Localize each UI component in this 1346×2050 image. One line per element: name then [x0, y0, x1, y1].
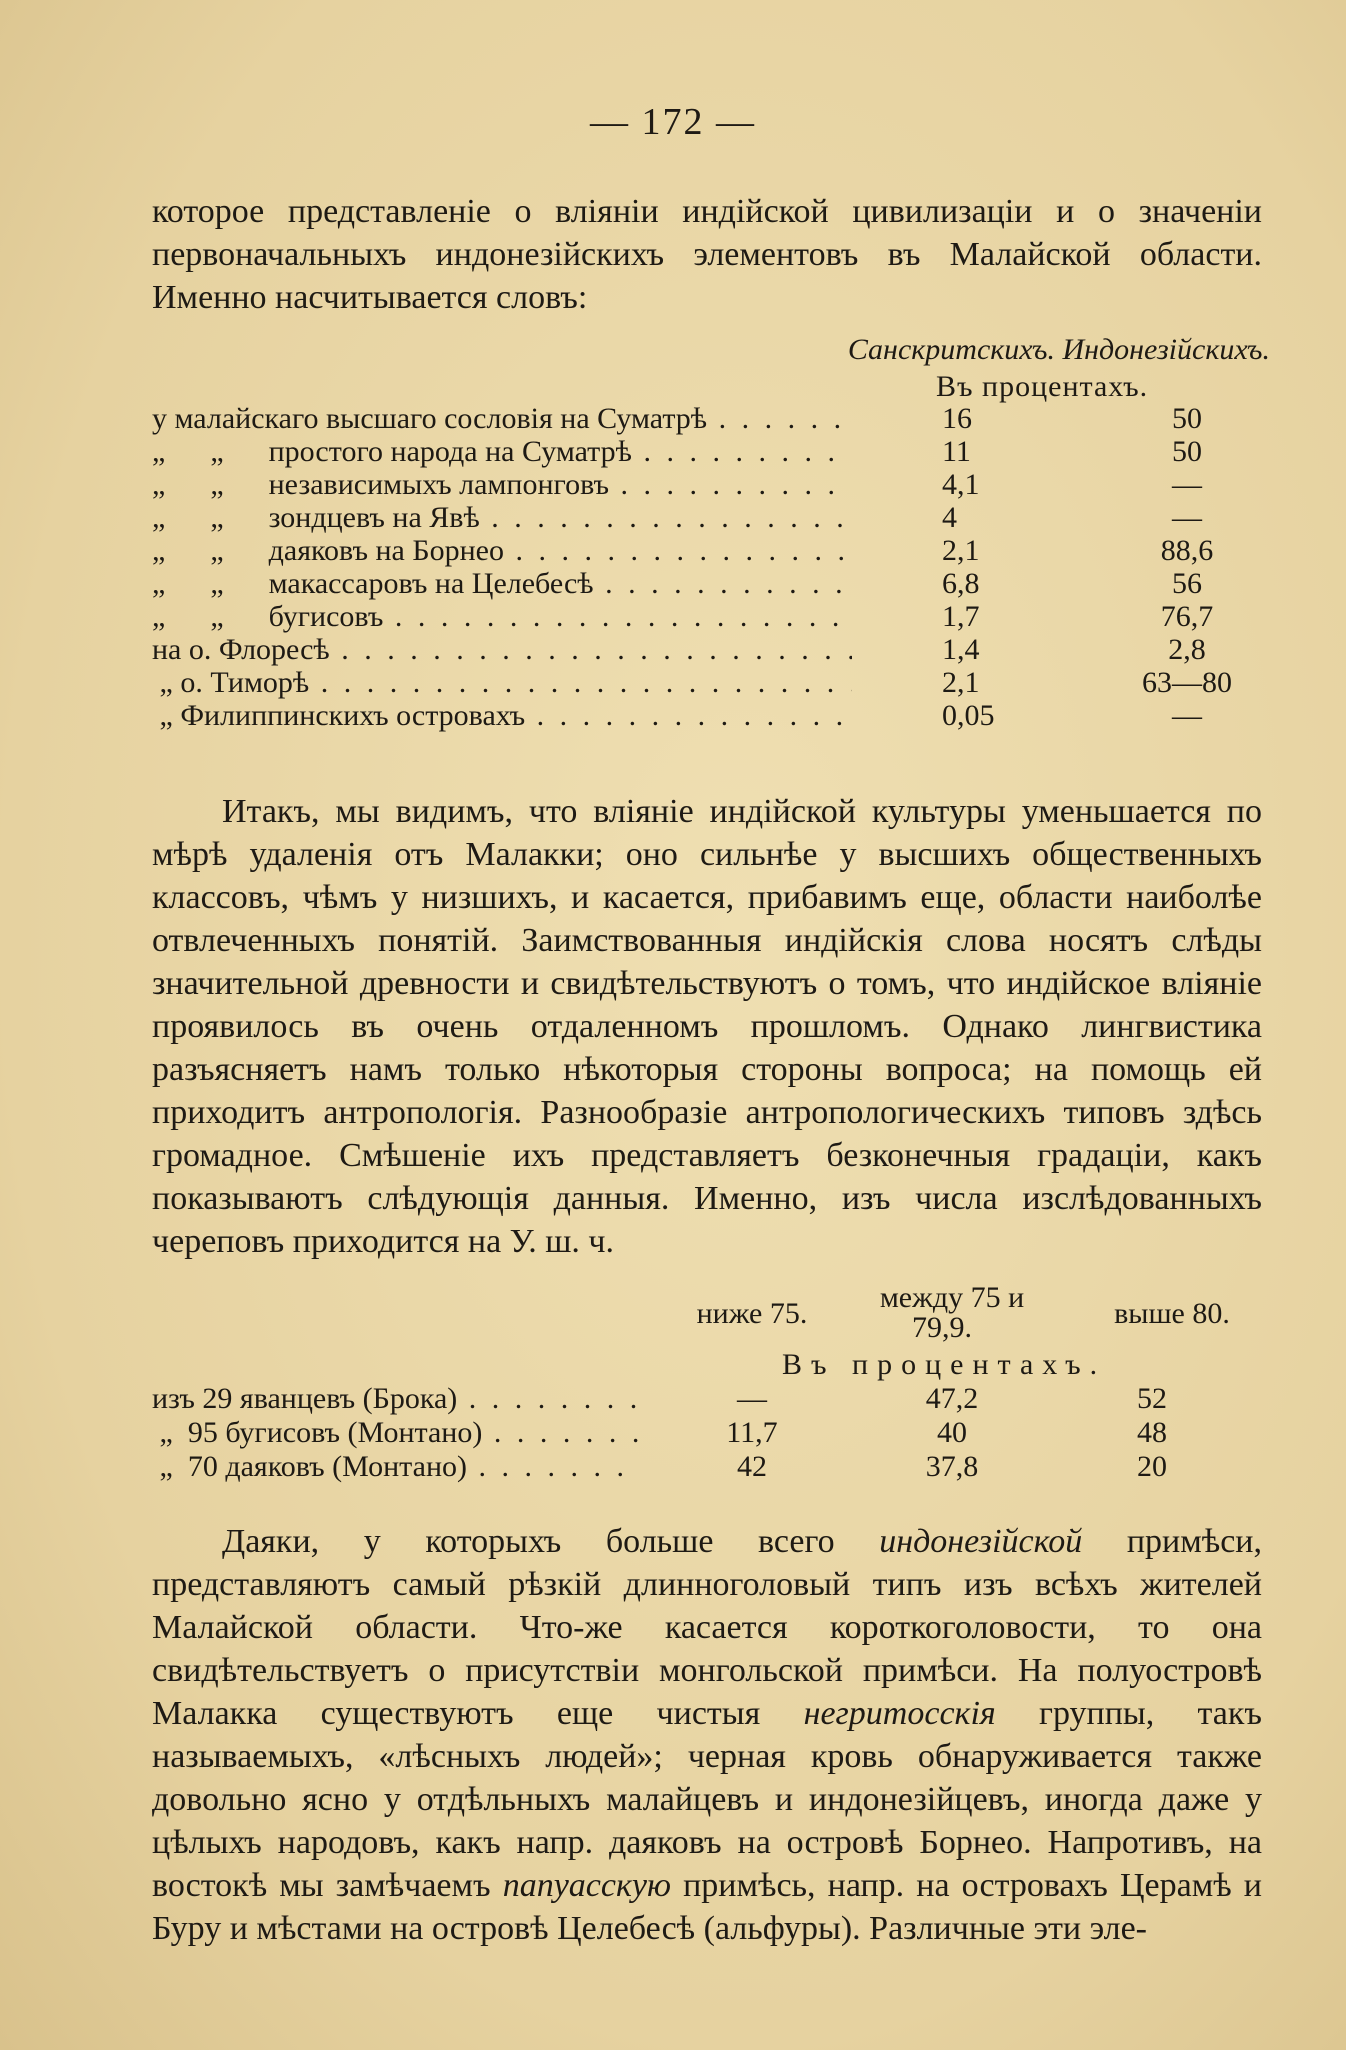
table-row [152, 666, 1262, 699]
italic-term: папуасскую [502, 1867, 671, 1904]
intro-paragraph: которое представленіе о вліяніи индійской цивилизаціи и о значеніи первоначальныхъ индонезійскихъ элементовъ въ Малайской области. Именно насчитывается словъ: [152, 193, 1262, 316]
sanskrit-value: 6,8 [942, 567, 980, 600]
table-row [152, 1416, 1262, 1450]
indonesian-value: 76,7 [1160, 600, 1214, 633]
col-between-75-80-line2: 79,9. [912, 1311, 972, 1344]
table-row [152, 1450, 1262, 1484]
text-run: примѣси, представляютъ самый рѣзкій длинноголовый типъ изъ всѣхъ жителей Малайской области. Что-же касается короткоголовости, то она свидѣтельствуетъ о присутствіи монгольской примѣси. На полуостровѣ Малакка существуютъ еще чистыя [152, 1523, 1262, 1732]
closing-paragraph [152, 1520, 1262, 1950]
text-run: группы, такъ называемыхъ, «лѣсныхъ людей»; черная кровь обнаруживается также довольно ясно у отдѣльныхъ малайцевъ и индонезійцевъ, иногда даже у цѣлыхъ народовъ, какъ напр. даяковъ на островѣ Борнео. Напротивъ, на востокѣ мы замѣчаемъ [152, 1695, 1262, 1904]
page-number: — 172 — [590, 101, 756, 143]
table-row [152, 633, 1262, 666]
above-80-value: 52 [1137, 1382, 1167, 1415]
col-above-80: выше 80. [1114, 1297, 1230, 1330]
word-origin-table [152, 402, 1262, 732]
indonesian-value: — [1172, 699, 1202, 732]
col-below-75: ниже 75. [696, 1297, 808, 1330]
row-label: на о. Флоресѣ . . . [152, 633, 852, 666]
table2-unit-header: Въ процентахъ. [782, 1348, 1107, 1381]
row-label: „ „ макассаровъ на Целебесѣ . . . [152, 567, 852, 600]
above-80-value: 48 [1137, 1416, 1167, 1449]
indonesian-value: — [1172, 468, 1202, 501]
sanskrit-value: 4,1 [942, 468, 980, 501]
table1-column-headers: Санскритскихъ. Индонезійскихъ. [847, 333, 1270, 366]
table-row [152, 567, 1262, 600]
below-75-value: 11,7 [726, 1416, 778, 1449]
sanskrit-value: 1,7 [942, 600, 980, 633]
row-label: „ „ простого народа на Суматрѣ . . . [152, 435, 852, 468]
table-row [152, 534, 1262, 567]
sanskrit-value: 2,1 [942, 666, 980, 699]
italic-term: индонезійской [879, 1523, 1083, 1560]
row-label: изъ 29 яванцевъ (Брока) . . . [152, 1382, 640, 1416]
table-row [152, 468, 1262, 501]
indonesian-value: 63—80 [1142, 666, 1232, 699]
row-label: у малайскаго высшаго сословія на Суматрѣ . . . [152, 402, 852, 435]
table-row [152, 600, 1262, 633]
sanskrit-value: 4 [942, 501, 957, 534]
row-label: „ „ бугисовъ . . . [152, 600, 852, 633]
between-value: 40 [937, 1416, 967, 1449]
table-row [152, 501, 1262, 534]
italic-term: негритосскія [803, 1695, 996, 1732]
table-row [152, 402, 1262, 435]
row-label: „ 70 даяковъ (Монтано) . . . [152, 1450, 640, 1484]
indonesian-value: 2,8 [1168, 633, 1206, 666]
indonesian-value: 56 [1172, 567, 1202, 600]
table-row [152, 435, 1262, 468]
indonesian-value: 50 [1172, 435, 1202, 468]
below-75-value: 42 [737, 1450, 767, 1483]
indonesian-value: 50 [1172, 402, 1202, 435]
text-run: Даяки, у которыхъ больше всего [222, 1523, 880, 1560]
sanskrit-value: 16 [942, 402, 972, 435]
indonesian-value: — [1172, 501, 1202, 534]
row-label: „ „ зондцевъ на Явѣ . . . [152, 501, 852, 534]
indonesian-value: 88,6 [1160, 534, 1214, 567]
table-row [152, 699, 1262, 732]
row-label: „ о. Тиморѣ . . . [152, 666, 852, 699]
below-75-value: — [737, 1382, 767, 1415]
table-row [152, 1382, 1262, 1416]
between-value: 37,8 [925, 1450, 979, 1483]
above-80-value: 20 [1137, 1450, 1167, 1483]
sanskrit-value: 1,4 [942, 633, 980, 666]
sanskrit-value: 0,05 [942, 699, 995, 732]
sanskrit-value: 11 [942, 435, 971, 468]
col-between-75-80-line1: между 75 и [879, 1281, 1025, 1314]
table1-unit-header: Въ процентахъ. [936, 370, 1149, 403]
row-label: „ Филиппинскихъ островахъ . . . [152, 699, 852, 732]
text-run: примѣсь, напр. на островахъ Церамѣ и Буру и мѣстами на островѣ Целебесѣ (альфуры). Различные эти эле- [152, 1867, 1262, 1947]
between-value: 47,2 [925, 1382, 979, 1415]
sanskrit-value: 2,1 [942, 534, 980, 567]
row-label: „ „ независимыхъ лампонговъ . . . [152, 468, 852, 501]
row-label: „ 95 бугисовъ (Монтано) . . . [152, 1416, 640, 1450]
body-paragraph: Итакъ, мы видимъ, что вліяніе индійской культуры уменьшается по мѣрѣ удаленія отъ Малакки; оно сильнѣе у высшихъ общественныхъ классовъ, чѣмъ у низшихъ, и касается, прибавимъ еще, области наиболѣе отвлеченныхъ понятій. Заимствованныя индійскія слова носятъ слѣды значительной древности и свидѣтельствуютъ о томъ, что индійское вліяніе проявилось въ очень отдаленномъ прошломъ. Однако лингвистика разъясняетъ намъ только нѣкоторыя стороны вопроса; на помощь ей приходитъ антропологія. Разнообразіе антропологическихъ типовъ здѣсь громадное. Смѣшеніе ихъ представляетъ безконечныя градаціи, какъ показываютъ слѣдующія данныя. Именно, изъ числа изслѣдованныхъ череповъ приходится на У. ш. ч. [152, 793, 1262, 1260]
row-label: „ „ даяковъ на Борнео . . . [152, 534, 852, 567]
